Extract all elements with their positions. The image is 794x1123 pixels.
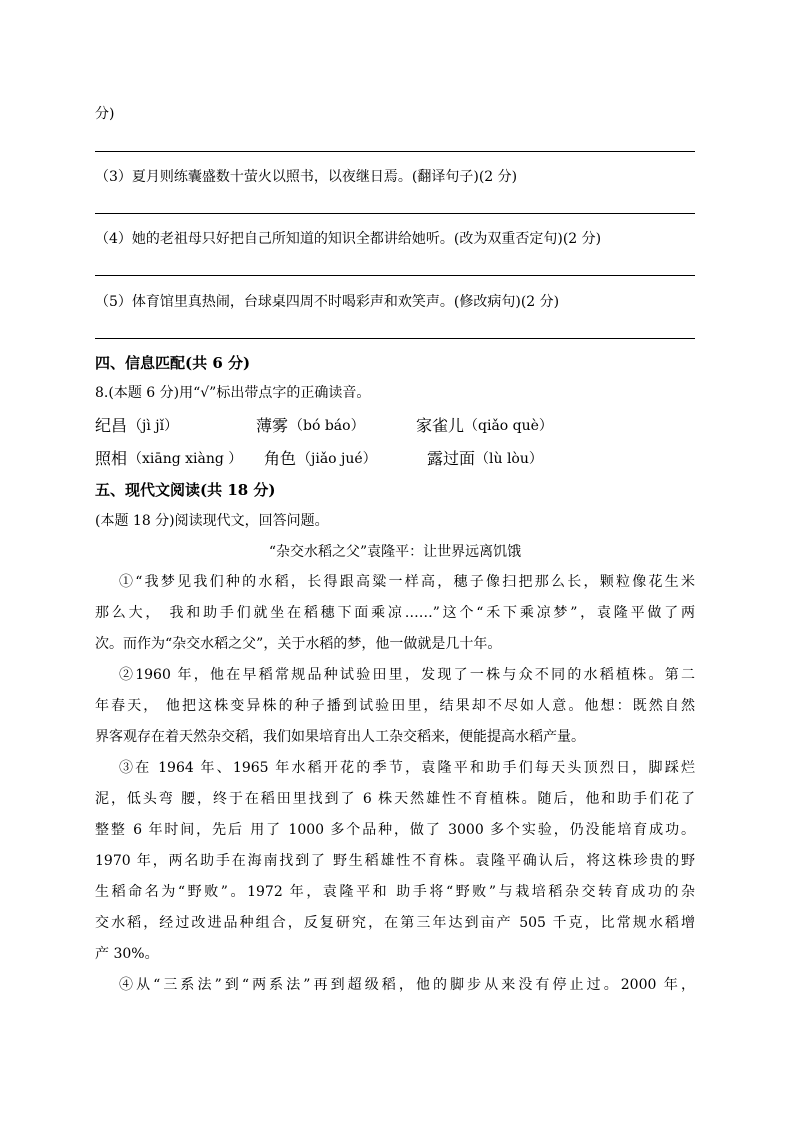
pinyin-options: （qiǎo què）	[464, 418, 553, 434]
article-line: 年春天， 他把这株变异株的种子播到试验田里，结果却不尽如人意。他想：既然自然	[95, 698, 695, 714]
section-5-instruction: (本题 18 分)阅读现代文，回答问题。	[95, 513, 329, 529]
pinyin-options: （xiāng xiàng ）	[128, 451, 243, 467]
article-line: 次。而作为“杂交水稻之父”，关于水稻的梦，他一做就是几十年。	[95, 636, 502, 652]
pinyin-word: 角色	[264, 449, 297, 468]
article-line: 1970 年，两名助手在海南找到了 野生稻雄性不育株。袁隆平确认后，将这株珍贵的野	[95, 853, 695, 869]
article-line: ②1960 年，他在早稻常规品种试验田里，发现了一株与众不同的水稻植株。第二	[119, 667, 695, 683]
article-line: ④从“三系法”到“两系法”再到超级稻，他的脚步从来没有停止过。2000 年，	[119, 977, 695, 993]
article-title: “杂交水稻之父”袁隆平：让世界远离饥饿	[268, 544, 522, 560]
pinyin-word: 薄雾	[256, 416, 289, 435]
pinyin-options: （jì jǐ）	[128, 418, 179, 434]
pinyin-options: （lù lòu）	[475, 451, 543, 467]
pinyin-word: 纪昌	[95, 416, 128, 435]
article-line: 整整 6 年时间，先后 用了 1000 多个品种，做了 3000 多个实验，仍没能培育成功。	[95, 822, 695, 838]
answer-line	[95, 338, 695, 339]
article-line: 交水稻，经过改进品种组合，反复研究，在第三年达到亩产 505 千克，比常规水稻增	[95, 915, 695, 931]
section-4-heading: 四、信息匹配(共 6 分)	[95, 354, 251, 372]
article-line: ③在 1964 年、1965 年水稻开花的季节，袁隆平和助手们每天头顶烈日，脚踩烂	[119, 760, 695, 776]
article-line: 泥，低头弯 腰，终于在稻田里找到了 6 株天然雄性不育植株。随后，他和助手们花了	[95, 791, 695, 807]
question-4: （4）她的老祖母只好把自己所知道的知识全都讲给她听。(改为双重否定句)(2 分)	[95, 231, 602, 247]
answer-line	[95, 213, 695, 214]
pinyin-word: 照相	[95, 449, 128, 468]
pinyin-options: （bó báo）	[289, 418, 365, 434]
article-line: 产 30%。	[95, 946, 159, 962]
pinyin-word: 露过面	[427, 449, 476, 468]
question-3: （3）夏月则练囊盛数十萤火以照书，以夜继日焉。(翻译句子)(2 分)	[95, 169, 518, 185]
section-5-heading: 五、现代文阅读(共 18 分)	[95, 481, 276, 499]
pinyin-options: （jiǎo jué）	[297, 451, 377, 467]
article-line: 那么大， 我和助手们就坐在稻穗下面乘凉……”这个“禾下乘凉梦”，袁隆平做了两	[95, 605, 695, 621]
article-line: 生稻命名为“野败”。1972 年，袁隆平和 助手将“野败”与栽培稻杂交转育成功的杂	[95, 884, 695, 900]
article-line: ①“我梦见我们种的水稻，长得跟高粱一样高，穗子像扫把那么长，颗粒像花生米	[119, 574, 695, 590]
question-5: （5）体育馆里真热闹，台球桌四周不时喝彩声和欢笑声。(修改病句)(2 分)	[95, 294, 560, 310]
carryover-fragment: 分)	[95, 106, 115, 122]
pinyin-word: 家雀儿	[416, 416, 465, 435]
article-line: 界客观存在着天然杂交稻，我们如果培育出人工杂交稻来，便能提高水稻产量。	[95, 729, 585, 745]
answer-line	[95, 151, 695, 152]
answer-line	[95, 275, 695, 276]
section-4-instruction: 8.(本题 6 分)用“√”标出带点字的正确读音。	[95, 385, 371, 401]
